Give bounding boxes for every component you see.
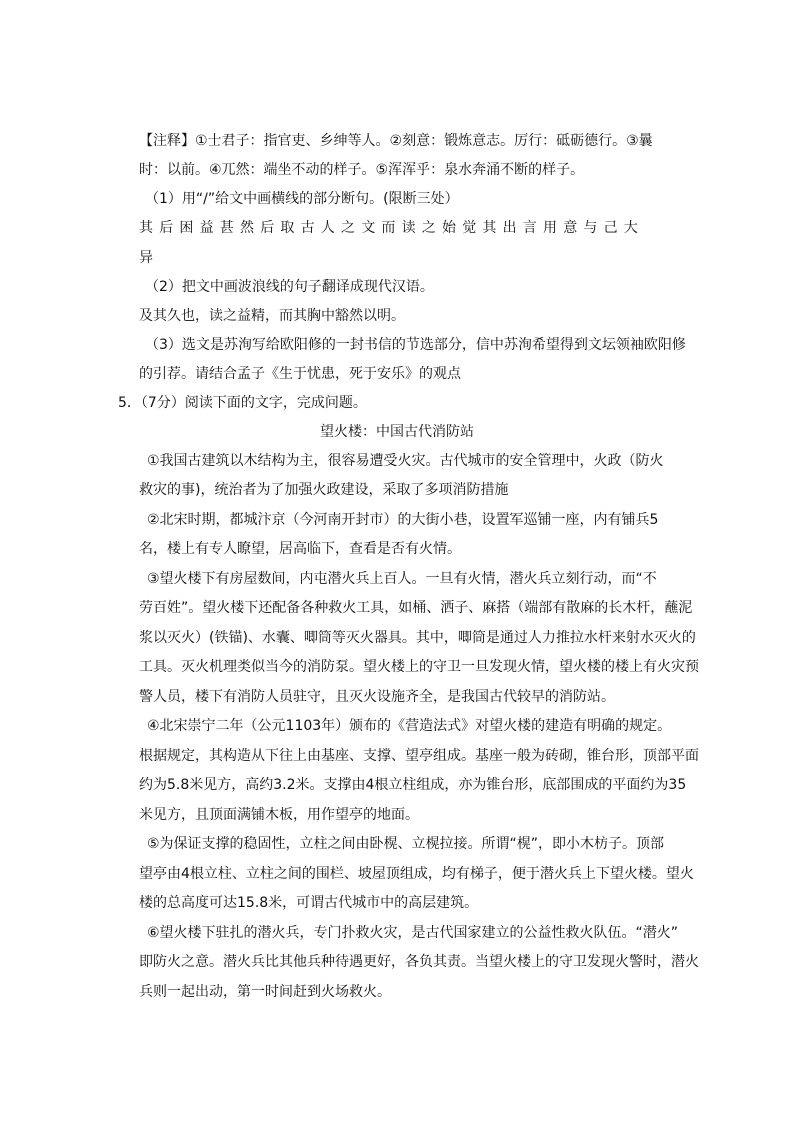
article-title: 望火楼：中国古代消防站 — [320, 424, 474, 440]
note-line-1: 【注释】①士君子：指官吏、乡绅等人。②刻意：锻炼意志。厉行：砥砺德行。③曩 — [139, 133, 653, 149]
p1-line-2: 救灾的事)，统治者为了加强火政建设，采取了多项消防措施 — [139, 482, 509, 498]
p2-line-1: ②北宋时期，都城汴京（今河南开封市）的大街小巷，设置军巡铺一座，内有铺兵5 — [147, 512, 659, 528]
q3-line-1: （3）选文是苏洵写给欧阳修的一封书信的节选部分，信中苏洵希望得到文坛领袖欧阳修 — [145, 337, 686, 353]
p4-line-4: 米见方，且顶面满铺木板，用作望亭的地面。 — [139, 807, 419, 823]
p3-line-1: ③望火楼下有房屋数间，内屯潜火兵上百人。一旦有火情，潜火兵立刻行动，而“不 — [147, 571, 657, 587]
p3-line-3: 浆以灭火）(铁锚)、水囊、唧筒等灭火器具。其中，唧筒是通过人力推拉水杆来射水灭火的 — [139, 630, 696, 646]
p1-line-1: ①我国古建筑以木结构为主，很容易遭受火灾。古代城市的安全管理中，火政（防火 — [147, 453, 664, 469]
p6-line-2: 即防火之意。潜火兵比其他兵种待遇更好，各负其责。当望火楼上的守卫发现火警时，潜火 — [139, 954, 699, 970]
q3-line-2: 的引荐。请结合孟子《生于忧患，死于安乐》的观点 — [139, 366, 461, 382]
q5-prompt: 5．（7分）阅读下面的文字，完成问题。 — [118, 395, 367, 411]
q1-text-line-1: 其后困益甚然后取古人之文而读之始觉其出言用意与己大 — [139, 220, 644, 236]
q1-prompt: （1）用“/”给文中画横线的部分断句。(限断三处） — [145, 191, 459, 207]
p3-line-4: 工具。灭火机理类似当今的消防泵。望火楼上的守卫一旦发现火情，望火楼的楼上有火灾预 — [139, 659, 699, 675]
p3-line-2: 劳百姓”。望火楼下还配备各种救火工具，如桶、洒子、麻搭（端部有散麻的长木杆，蘸泥 — [139, 600, 693, 616]
q2-prompt: （2）把文中画波浪线的句子翻译成现代汉语。 — [145, 279, 434, 295]
p3-line-5: 警人员，楼下有消防人员驻守，且灭火设施齐全，是我国古代较早的消防站。 — [139, 689, 615, 705]
p5-line-3: 楼的总高度可达15.8米，可谓古代城市中的高层建筑。 — [139, 895, 479, 911]
p5-line-2: 望亭由4根立柱、立柱之间的围栏、坡屋顶组成，均有梯子，便于潜火兵上下望火楼。望火 — [139, 866, 694, 882]
q2-sentence: 及其久也，读之益精，而其胸中豁然以明。 — [139, 308, 405, 324]
p2-line-2: 名，楼上有专人瞭望，居高临下，查看是否有火情。 — [139, 541, 461, 557]
q1-text-line-2: 异 — [139, 250, 153, 266]
p6-line-3: 兵则一起出动，第一时间赶到火场救火。 — [139, 984, 391, 1000]
p5-line-1: ⑤为保证支撑的稳固性，立柱之间由卧榥、立榥拉接。所谓“榥”，即小木枋子。顶部 — [147, 836, 665, 852]
p4-line-3: 约为5.8米见方，高约3.2米。支撑由4根立柱组成，亦为锥台形，底部围成的平面约为35 — [139, 777, 687, 793]
note-line-2: 时：以前。④兀然：端坐不动的样子。⑤浑浑乎：泉水奔涌不断的样子。 — [139, 162, 585, 178]
p4-line-2: 根据规定，其构造从下往上由基座、支撑、望亭组成。基座一般为砖砌，锥台形，顶部平面 — [139, 748, 699, 764]
p4-line-1: ④北宋崇宁二年（公元1103年）颁布的《营造法式》对望火楼的建造有明确的规定。 — [147, 718, 672, 734]
p6-line-1: ⑥望火楼下驻扎的潜火兵，专门扑救火灾，是古代国家建立的公益性救火队伍。“潜火” — [147, 925, 679, 941]
